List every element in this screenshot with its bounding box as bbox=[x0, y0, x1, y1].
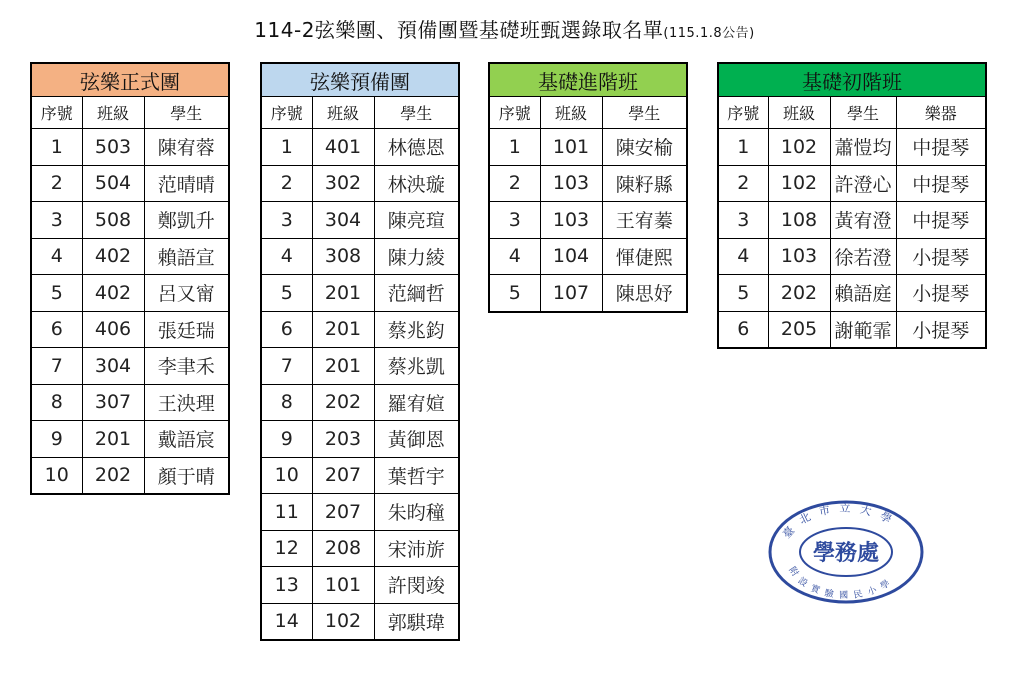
cell-class: 205 bbox=[768, 311, 830, 348]
cell-index: 1 bbox=[31, 129, 82, 166]
cell-class: 202 bbox=[312, 384, 374, 421]
col-header-class: 班級 bbox=[312, 97, 374, 129]
cell-index: 10 bbox=[261, 457, 312, 494]
cell-student: 陳安榆 bbox=[602, 129, 687, 166]
page-title bbox=[0, 14, 1009, 43]
cell-index: 3 bbox=[261, 202, 312, 239]
cell-instrument: 中提琴 bbox=[896, 165, 986, 202]
cell-index: 5 bbox=[718, 275, 768, 312]
cell-student: 許閔竣 bbox=[374, 567, 459, 604]
cell-class: 202 bbox=[768, 275, 830, 312]
col-header-index: 序號 bbox=[489, 97, 540, 129]
col-header-class: 班級 bbox=[540, 97, 602, 129]
cell-student: 惲倢熙 bbox=[602, 238, 687, 275]
cell-index: 5 bbox=[31, 275, 82, 312]
cell-index: 4 bbox=[489, 238, 540, 275]
cell-student: 陳宥蓉 bbox=[144, 129, 229, 166]
table-row bbox=[718, 238, 986, 275]
title-note: (115.1.8公告) bbox=[663, 26, 755, 41]
cell-index: 9 bbox=[31, 421, 82, 458]
cell-class: 201 bbox=[312, 311, 374, 348]
table-row bbox=[31, 238, 229, 275]
cell-class: 406 bbox=[82, 311, 144, 348]
cell-student: 王泱理 bbox=[144, 384, 229, 421]
col-header-class: 班級 bbox=[82, 97, 144, 129]
cell-class: 201 bbox=[312, 275, 374, 312]
col-header-student: 學生 bbox=[374, 97, 459, 129]
table-row bbox=[31, 202, 229, 239]
cell-instrument: 中提琴 bbox=[896, 202, 986, 239]
seal-center-text: 學務處 bbox=[812, 540, 880, 566]
cell-index: 2 bbox=[489, 165, 540, 202]
cell-student: 陳亮瑄 bbox=[374, 202, 459, 239]
cell-index: 11 bbox=[261, 494, 312, 531]
cell-class: 107 bbox=[540, 275, 602, 312]
cell-index: 3 bbox=[489, 202, 540, 239]
cell-index: 3 bbox=[31, 202, 82, 239]
cell-index: 6 bbox=[261, 311, 312, 348]
cell-class: 101 bbox=[312, 567, 374, 604]
cell-student: 李聿禾 bbox=[144, 348, 229, 385]
cell-class: 207 bbox=[312, 457, 374, 494]
cell-student: 戴語宸 bbox=[144, 421, 229, 458]
cell-student: 陳籽縣 bbox=[602, 165, 687, 202]
cell-class: 104 bbox=[540, 238, 602, 275]
table-row bbox=[261, 238, 459, 275]
col-header-instrument: 樂器 bbox=[896, 97, 986, 129]
cell-index: 6 bbox=[718, 311, 768, 348]
cell-index: 4 bbox=[261, 238, 312, 275]
cell-class: 401 bbox=[312, 129, 374, 166]
table-row bbox=[489, 202, 687, 239]
col-header-index: 序號 bbox=[261, 97, 312, 129]
col-header-student: 學生 bbox=[144, 97, 229, 129]
table-row bbox=[718, 275, 986, 312]
cell-index: 5 bbox=[261, 275, 312, 312]
cell-index: 13 bbox=[261, 567, 312, 604]
cell-instrument: 小提琴 bbox=[896, 275, 986, 312]
table-row bbox=[489, 165, 687, 202]
cell-class: 201 bbox=[312, 348, 374, 385]
table-row bbox=[261, 603, 459, 640]
cell-student: 徐若澄 bbox=[830, 238, 896, 275]
table-row bbox=[261, 567, 459, 604]
cell-class: 102 bbox=[312, 603, 374, 640]
group-title: 弦樂正式團 bbox=[31, 63, 229, 97]
cell-class: 101 bbox=[540, 129, 602, 166]
seal-bottom-text: 附設實驗國民小學 bbox=[786, 565, 898, 602]
table-row bbox=[31, 275, 229, 312]
cell-class: 402 bbox=[82, 238, 144, 275]
cell-index: 6 bbox=[31, 311, 82, 348]
group-title: 基礎進階班 bbox=[489, 63, 687, 97]
cell-student: 陳力綾 bbox=[374, 238, 459, 275]
cell-student: 葉哲宇 bbox=[374, 457, 459, 494]
cell-class: 102 bbox=[768, 129, 830, 166]
cell-index: 7 bbox=[261, 348, 312, 385]
group-title: 基礎初階班 bbox=[718, 63, 986, 97]
seal-top-text: 臺北市立大學 bbox=[780, 501, 902, 541]
cell-class: 203 bbox=[312, 421, 374, 458]
cell-index: 8 bbox=[261, 384, 312, 421]
cell-student: 顏于晴 bbox=[144, 457, 229, 494]
col-header-index: 序號 bbox=[31, 97, 82, 129]
cell-index: 2 bbox=[718, 165, 768, 202]
cell-index: 9 bbox=[261, 421, 312, 458]
cell-student: 謝範霏 bbox=[830, 311, 896, 348]
cell-student: 黃御恩 bbox=[374, 421, 459, 458]
table-row bbox=[31, 384, 229, 421]
group-table-advanced bbox=[488, 62, 688, 313]
table-row bbox=[489, 129, 687, 166]
cell-student: 呂又甯 bbox=[144, 275, 229, 312]
cell-student: 蔡兆凱 bbox=[374, 348, 459, 385]
cell-student: 羅宥媗 bbox=[374, 384, 459, 421]
cell-class: 103 bbox=[768, 238, 830, 275]
cell-student: 蕭愷均 bbox=[830, 129, 896, 166]
cell-class: 402 bbox=[82, 275, 144, 312]
table-row bbox=[261, 457, 459, 494]
cell-student: 張廷瑞 bbox=[144, 311, 229, 348]
cell-student: 林德恩 bbox=[374, 129, 459, 166]
table-row bbox=[31, 348, 229, 385]
cell-class: 503 bbox=[82, 129, 144, 166]
cell-student: 朱昀穜 bbox=[374, 494, 459, 531]
table-row bbox=[261, 129, 459, 166]
cell-index: 8 bbox=[31, 384, 82, 421]
office-seal bbox=[766, 498, 926, 606]
table-row bbox=[31, 129, 229, 166]
table-row bbox=[31, 165, 229, 202]
cell-student: 鄭凱升 bbox=[144, 202, 229, 239]
cell-class: 304 bbox=[82, 348, 144, 385]
cell-class: 302 bbox=[312, 165, 374, 202]
cell-student: 林泱璇 bbox=[374, 165, 459, 202]
cell-class: 307 bbox=[82, 384, 144, 421]
cell-student: 宋沛旂 bbox=[374, 530, 459, 567]
cell-index: 4 bbox=[718, 238, 768, 275]
cell-index: 14 bbox=[261, 603, 312, 640]
table-row bbox=[31, 421, 229, 458]
cell-class: 103 bbox=[540, 165, 602, 202]
table-row bbox=[261, 275, 459, 312]
cell-student: 王宥蓁 bbox=[602, 202, 687, 239]
cell-class: 308 bbox=[312, 238, 374, 275]
cell-student: 蔡兆鈞 bbox=[374, 311, 459, 348]
table-row bbox=[31, 457, 229, 494]
table-row bbox=[261, 494, 459, 531]
table-row bbox=[261, 348, 459, 385]
cell-student: 范晴晴 bbox=[144, 165, 229, 202]
group-table-prep bbox=[260, 62, 460, 641]
table-row bbox=[718, 202, 986, 239]
cell-student: 郭騏瑋 bbox=[374, 603, 459, 640]
cell-student: 范綱哲 bbox=[374, 275, 459, 312]
col-header-index: 序號 bbox=[718, 97, 768, 129]
group-table-formal bbox=[30, 62, 230, 495]
cell-index: 4 bbox=[31, 238, 82, 275]
cell-class: 102 bbox=[768, 165, 830, 202]
cell-instrument: 小提琴 bbox=[896, 238, 986, 275]
cell-class: 208 bbox=[312, 530, 374, 567]
cell-student: 賴語宣 bbox=[144, 238, 229, 275]
table-row bbox=[718, 165, 986, 202]
cell-class: 207 bbox=[312, 494, 374, 531]
cell-class: 103 bbox=[540, 202, 602, 239]
group-title: 弦樂預備團 bbox=[261, 63, 459, 97]
cell-index: 12 bbox=[261, 530, 312, 567]
cell-index: 1 bbox=[261, 129, 312, 166]
table-row bbox=[261, 384, 459, 421]
cell-class: 304 bbox=[312, 202, 374, 239]
cell-student: 許澄心 bbox=[830, 165, 896, 202]
cell-index: 2 bbox=[261, 165, 312, 202]
cell-student: 陳思妤 bbox=[602, 275, 687, 312]
cell-index: 5 bbox=[489, 275, 540, 312]
table-row bbox=[261, 202, 459, 239]
col-header-student: 學生 bbox=[602, 97, 687, 129]
cell-index: 1 bbox=[489, 129, 540, 166]
table-row bbox=[261, 421, 459, 458]
cell-student: 黃宥澄 bbox=[830, 202, 896, 239]
cell-class: 202 bbox=[82, 457, 144, 494]
cell-student: 賴語庭 bbox=[830, 275, 896, 312]
title-main: 114-2弦樂團、預備團暨基礎班甄選錄取名單 bbox=[254, 18, 664, 42]
cell-instrument: 小提琴 bbox=[896, 311, 986, 348]
cell-class: 504 bbox=[82, 165, 144, 202]
cell-instrument: 中提琴 bbox=[896, 129, 986, 166]
table-row bbox=[718, 129, 986, 166]
cell-index: 7 bbox=[31, 348, 82, 385]
table-row bbox=[718, 311, 986, 348]
table-row bbox=[261, 311, 459, 348]
col-header-class: 班級 bbox=[768, 97, 830, 129]
table-row bbox=[261, 165, 459, 202]
cell-class: 508 bbox=[82, 202, 144, 239]
col-header-student: 學生 bbox=[830, 97, 896, 129]
table-row bbox=[31, 311, 229, 348]
cell-index: 10 bbox=[31, 457, 82, 494]
table-row bbox=[489, 275, 687, 312]
cell-index: 2 bbox=[31, 165, 82, 202]
cell-index: 1 bbox=[718, 129, 768, 166]
table-row bbox=[261, 530, 459, 567]
table-row bbox=[489, 238, 687, 275]
group-table-basic bbox=[717, 62, 987, 349]
cell-class: 108 bbox=[768, 202, 830, 239]
cell-class: 201 bbox=[82, 421, 144, 458]
cell-index: 3 bbox=[718, 202, 768, 239]
